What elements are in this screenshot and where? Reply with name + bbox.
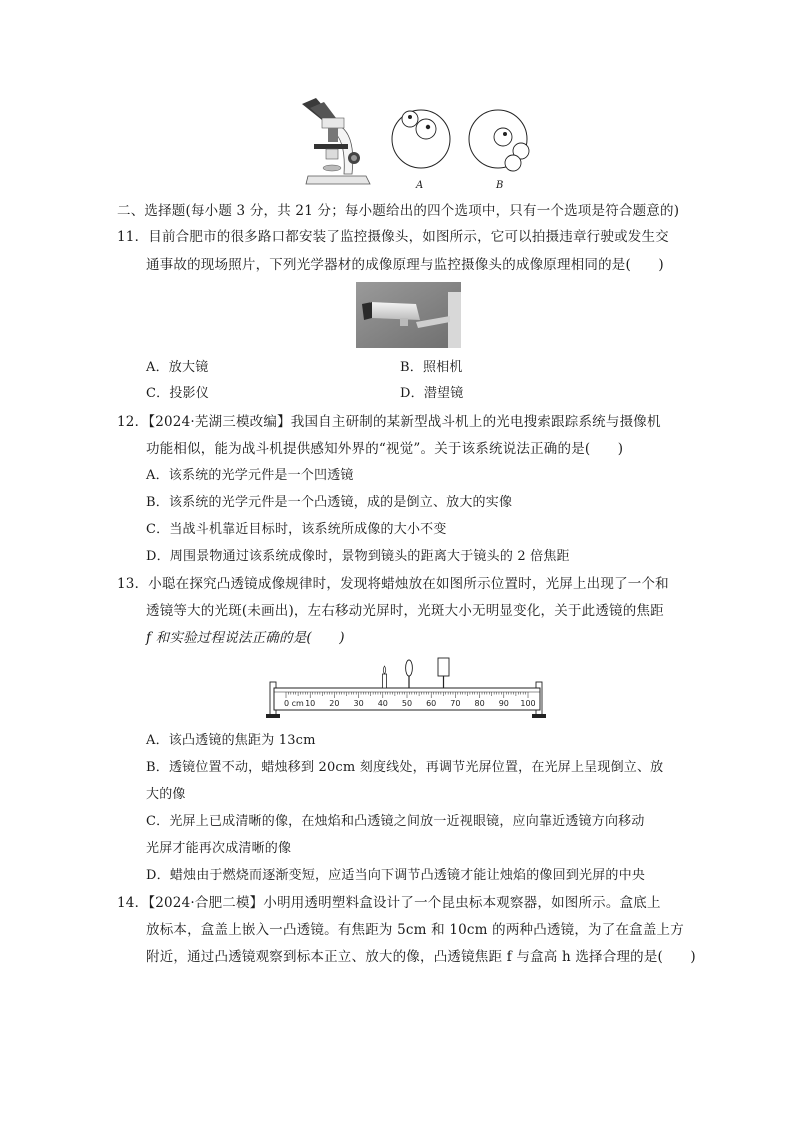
q13-option-c-line1[interactable]: C．光屏上已成清晰的像，在烛焰和凸透镜之间放一近视眼镜，应向靠近透镜方向移动: [146, 814, 645, 829]
q12-option-d[interactable]: D．周围景物通过该系统成像时，景物到镜头的距离大于镜头的 2 倍焦距: [146, 549, 570, 564]
convex-lens-icon: [406, 660, 413, 688]
candle-icon: [383, 666, 387, 688]
q12-option-a[interactable]: A．该系统的光学元件是一个凹透镜: [146, 468, 354, 483]
q12-stem-line1: 12．【2024·芜湖三模改编】我国自主研制的某新型战斗机上的光电搜索跟踪系统与摄像机: [117, 414, 661, 430]
q12-option-b[interactable]: B．该系统的光学元件是一个凸透镜，成的是倒立、放大的实像: [146, 495, 513, 510]
circle-diagram-b: [467, 103, 533, 191]
ruler-label: 50: [401, 699, 413, 708]
microscope-figure: [296, 96, 376, 188]
section-title: 二、选择题(每小题 3 分，共 21 分；每小题给出的四个选项中，只有一个选项是符合题意的): [117, 203, 680, 219]
circle-a-caption: A: [416, 180, 424, 191]
ruler-label: 40: [377, 699, 388, 708]
q14-stem-line3: 附近，通过凸透镜观察到标本正立、放大的像，凸透镜焦距 f 与盒高 h 选择合理的是( ): [146, 949, 696, 965]
q11-option-a[interactable]: A．放大镜: [146, 360, 209, 375]
ruler-label: 30: [353, 699, 364, 708]
optical-bench-figure: [266, 654, 548, 722]
ruler-label: 10: [305, 699, 316, 708]
circle-diagram-a: [388, 103, 454, 191]
q12-stem-line2: 功能相似，能为战斗机提供感知外界的“视觉”。关于该系统说法正确的是( ): [146, 441, 624, 457]
ruler-label: 90: [498, 699, 509, 708]
q13-option-b-line2: 大的像: [146, 787, 186, 802]
ruler-label: 0 cm: [284, 699, 304, 708]
q11-stem-line1: 11．目前合肥市的很多路口都安装了监控摄像头，如图所示，它可以拍摄违章行驶或发生交: [117, 229, 669, 245]
q13-stem-line3: f 和实验过程说法正确的是( ): [146, 630, 345, 646]
q13-option-b-line1[interactable]: B．透镜位置不动，蜡烛移到 20cm 刻度线处，再调节光屏位置，在光屏上呈现倒立、放: [146, 760, 664, 775]
q13-option-d[interactable]: D．蜡烛由于燃烧而逐渐变短，应适当向下调节凸透镜才能让烛焰的像回到光屏的中央: [146, 868, 646, 883]
q13-stem-line2: 透镜等大的光斑(未画出)，左右移动光屏时，光斑大小无明显变化，关于此透镜的焦距: [146, 603, 664, 619]
q14-stem-line1: 14．【2024·合肥二模】小明用透明塑料盒设计了一个昆虫标本观察器，如图所示。盒底上: [117, 895, 661, 911]
ruler-label: 60: [426, 699, 437, 708]
q13-option-c-line2: 光屏才能再次成清晰的像: [146, 841, 292, 856]
q11-option-d[interactable]: D．潜望镜: [400, 386, 464, 401]
q11-option-b[interactable]: B．照相机: [400, 360, 463, 375]
q14-stem-line2: 放标本，盒盖上嵌入一凸透镜。有焦距为 5cm 和 10cm 的两种凸透镜，为了在盒盖上方: [146, 922, 684, 938]
surveillance-camera-photo: [356, 282, 461, 348]
ruler-label: 70: [450, 699, 461, 708]
q11-option-c[interactable]: C．投影仪: [146, 386, 209, 401]
q11-stem-line2: 通事故的现场照片，下列光学器材的成像原理与监控摄像头的成像原理相同的是( ): [146, 257, 664, 273]
ruler-label: 100: [520, 699, 536, 708]
q13-option-a[interactable]: A．该凸透镜的焦距为 13cm: [146, 733, 316, 748]
q12-option-c[interactable]: C．当战斗机靠近目标时，该系统所成像的大小不变: [146, 522, 447, 537]
ruler-label: 20: [329, 699, 340, 708]
ruler-label: 80: [474, 699, 485, 708]
light-screen-icon: [438, 658, 449, 688]
q13-stem-line1: 13．小聪在探究凸透镜成像规律时，发现将蜡烛放在如图所示位置时，光屏上出现了一个和: [117, 576, 669, 592]
circle-b-caption: B: [496, 180, 504, 191]
